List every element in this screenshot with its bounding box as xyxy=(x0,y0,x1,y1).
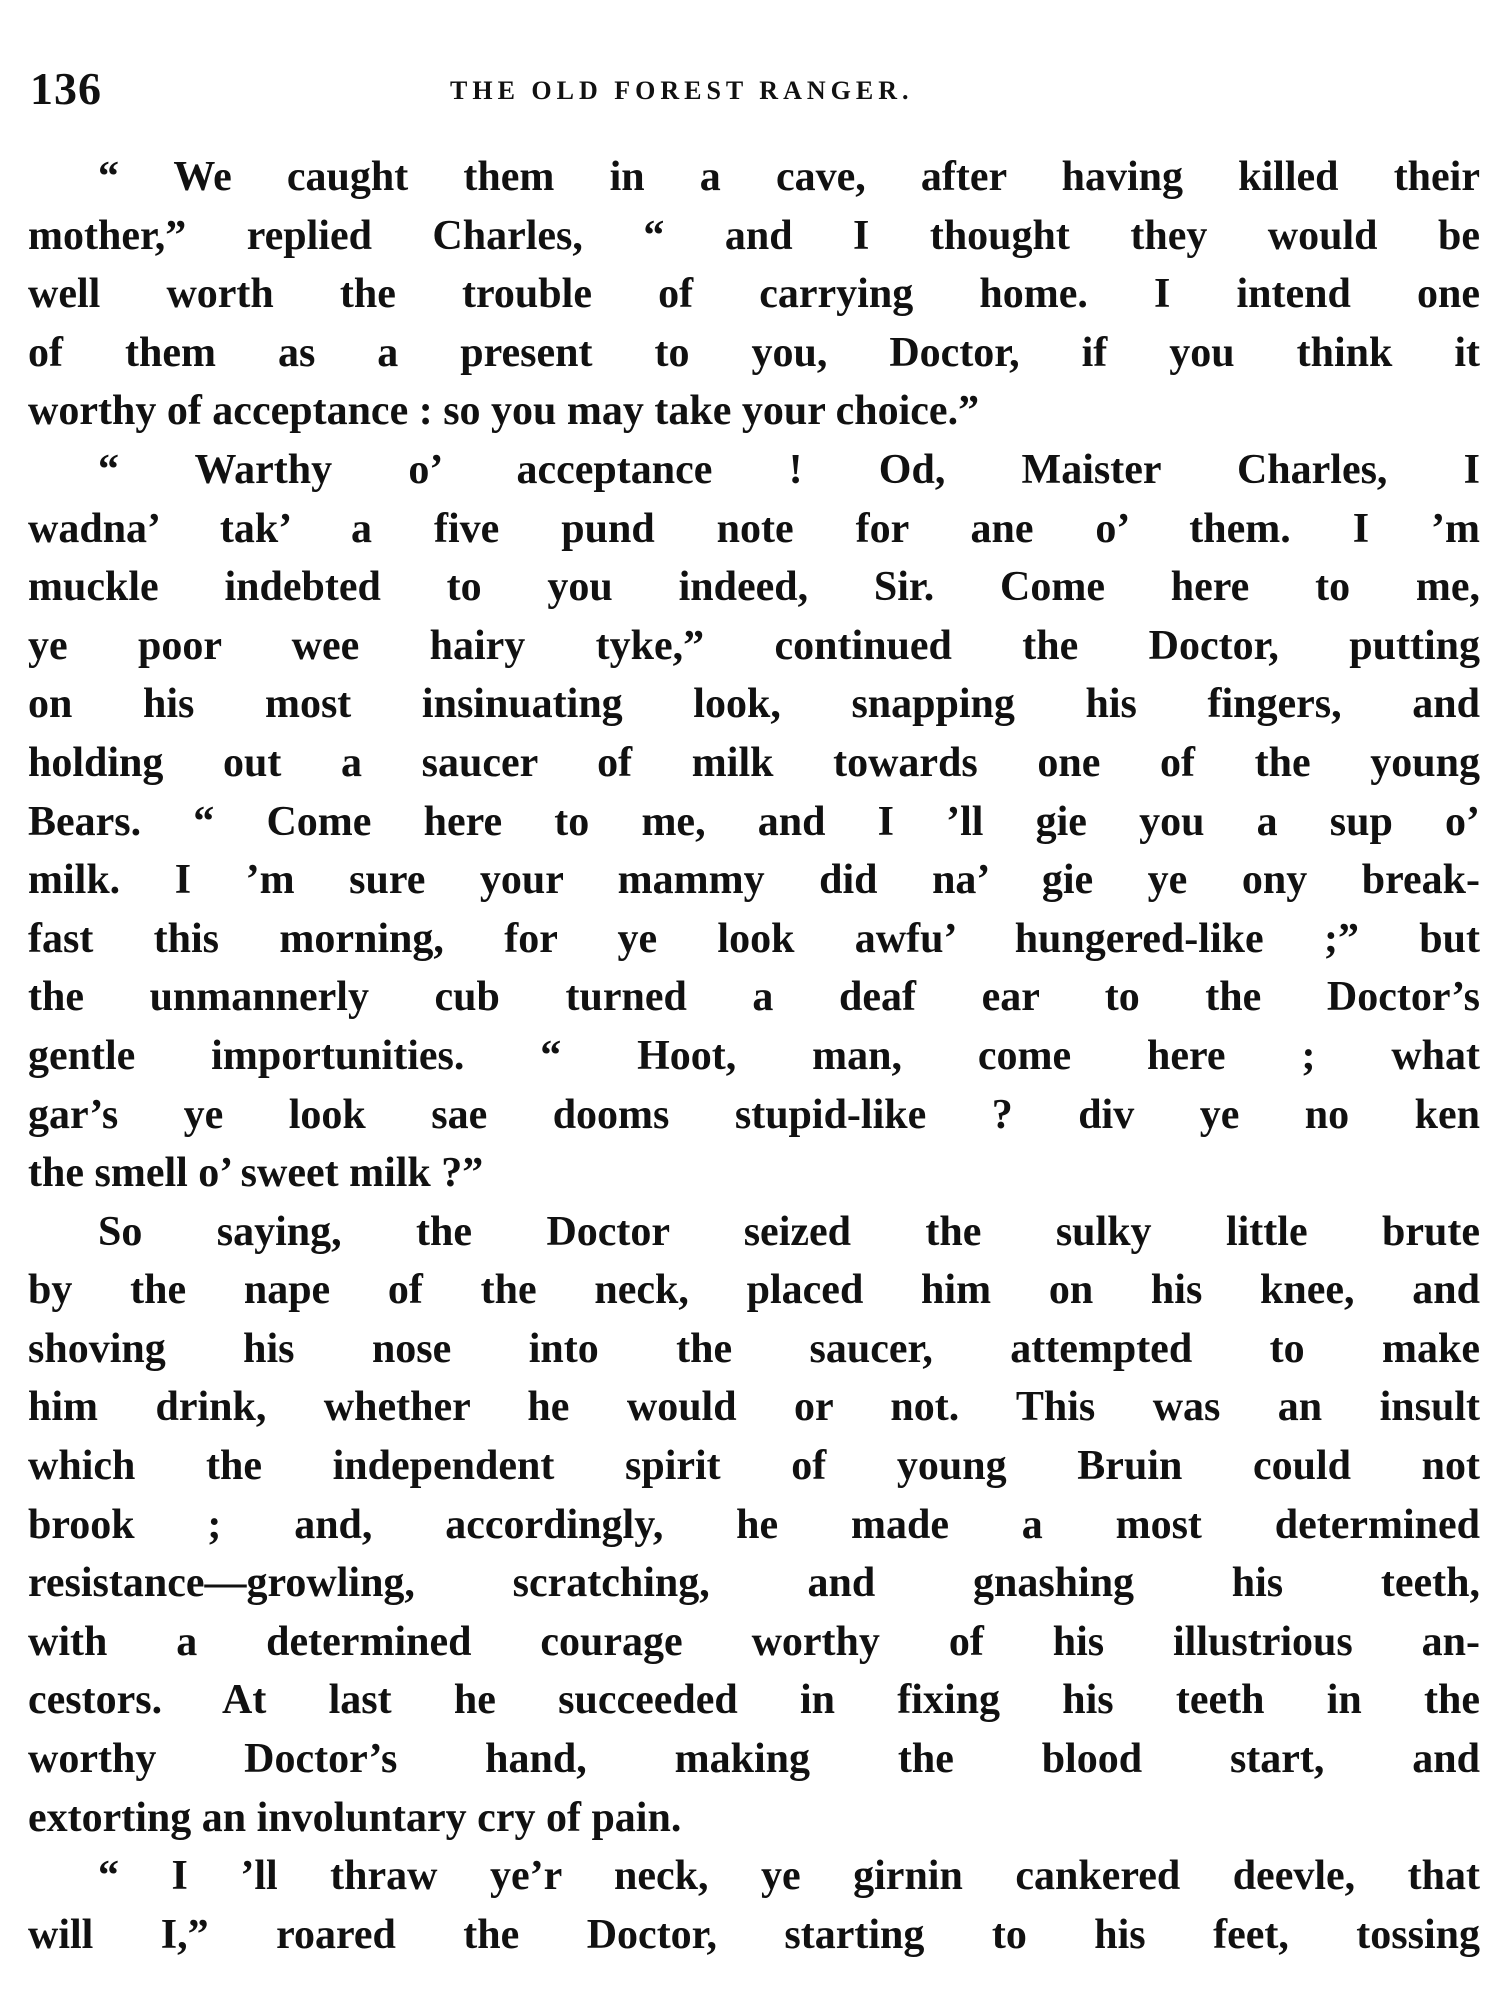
text-line: on his most insinuating look, snapping his fingers, and xyxy=(28,681,1480,728)
text-line: worthy of acceptance : so you may take your choice.” xyxy=(28,388,980,435)
text-line: Bears. “ Come here to me, and I ’ll gie you a sup o’ xyxy=(28,798,1480,845)
text-line: So saying, the Doctor seized the sulky little brute xyxy=(98,1208,1480,1255)
text-line: gentle importunities. “ Hoot, man, come here ; what xyxy=(28,1032,1480,1079)
text-line: which the independent spirit of young Bruin could not xyxy=(28,1443,1480,1490)
text-line: extorting an involuntary cry of pain. xyxy=(28,1794,682,1841)
text-line: cestors. At last he succeeded in fixing his teeth in the xyxy=(28,1677,1480,1724)
running-head xyxy=(30,62,1480,122)
running-title: THE OLD FOREST RANGER. xyxy=(450,76,914,105)
text-line: holding out a saucer of milk towards one of the young xyxy=(28,739,1480,786)
text-line: muckle indebted to you indeed, Sir. Come here to me, xyxy=(28,564,1480,611)
text-line: the unmannerly cub turned a deaf ear to the Doctor’s xyxy=(28,974,1480,1021)
text-line: wadna’ tak’ a five pund note for ane o’ them. I ’m xyxy=(28,505,1480,552)
text-line: gar’s ye look sae dooms stupid-like ? div ye no ken xyxy=(28,1091,1480,1138)
text-line: mother,” replied Charles, “ and I thought they would be xyxy=(28,212,1480,259)
text-line: milk. I ’m sure your mammy did na’ gie ye ony break- xyxy=(28,857,1480,904)
text-line: by the nape of the neck, placed him on his knee, and xyxy=(28,1267,1480,1314)
text-line: “ Warthy o’ acceptance ! Od, Maister Charles, I xyxy=(98,446,1480,493)
text-line: him drink, whether he would or not. This was an insult xyxy=(28,1384,1480,1431)
text-line: “ I ’ll thraw ye’r neck, ye girnin cankered deevle, that xyxy=(98,1853,1480,1900)
text-line: with a determined courage worthy of his illustrious an- xyxy=(28,1618,1480,1665)
text-line: well worth the trouble of carrying home. I intend one xyxy=(28,271,1480,318)
text-line: will I,” roared the Doctor, starting to his feet, tossing xyxy=(28,1911,1480,1958)
text-line: brook ; and, accordingly, he made a most determined xyxy=(28,1501,1480,1548)
text-line: “ We caught them in a cave, after having killed their xyxy=(98,154,1480,200)
text-line: of them as a present to you, Doctor, if you think it xyxy=(28,329,1480,376)
text-line: shoving his nose into the saucer, attempted to make xyxy=(28,1325,1480,1372)
text-line: fast this morning, for ye look awfu’ hungered-like ;” but xyxy=(28,915,1480,962)
body-text xyxy=(28,148,1480,1964)
text-line: ye poor wee hairy tyke,” continued the Doctor, putting xyxy=(28,622,1480,669)
text-line: worthy Doctor’s hand, making the blood start, and xyxy=(28,1736,1480,1783)
text-line: resistance—growling, scratching, and gnashing his teeth, xyxy=(28,1560,1480,1607)
page-number: 136 xyxy=(30,63,102,114)
text-line: the smell o’ sweet milk ?” xyxy=(28,1150,484,1197)
